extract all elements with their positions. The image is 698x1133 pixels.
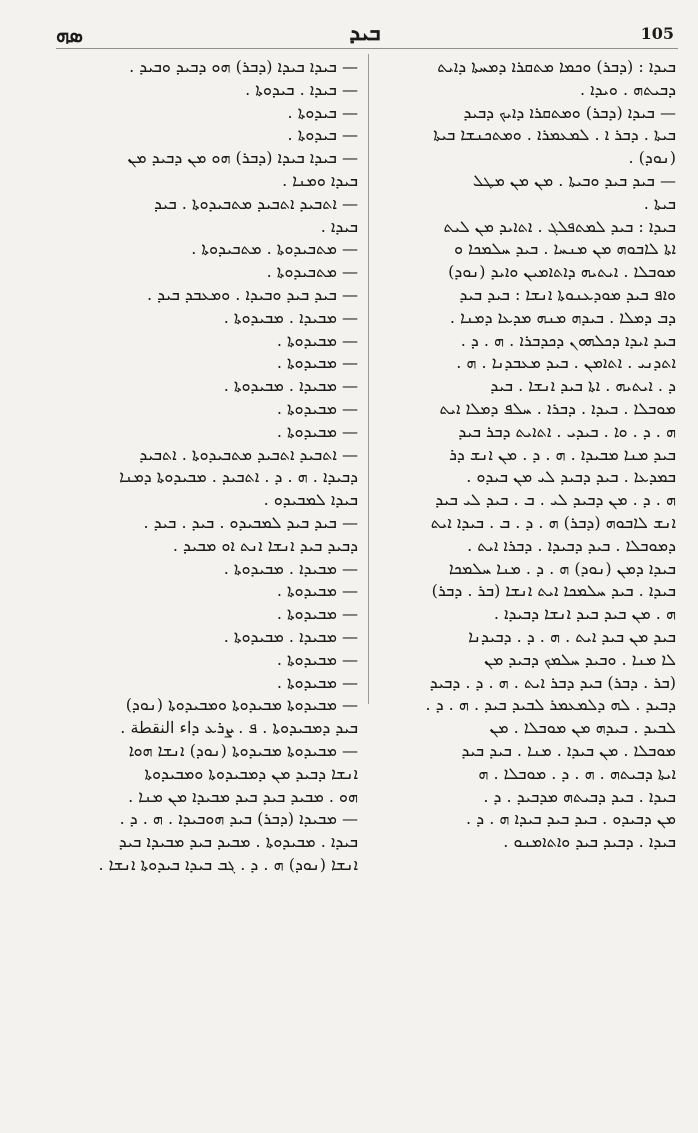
left-column-line: — ܒܝܕ ܒܝܕ ܘܒܝܕܐ . ܘܡܥܒܕ ܒܝܕ . [146,284,358,304]
right-column-line: ܡܢ ܕܒܝܕܘ . ܒܝܕ ܒܝܕ ܒܝܕܐ ܗ . ܕ . [466,809,676,829]
left-column-line: ܒܝܕܐ ܘܡܢܐ . [282,170,358,190]
left-column-line: ܒܝܕܐ ܠܡܒܝܕܘ . [263,490,358,510]
left-column-line: — ܒܝܕ ܒܝܕ ܠܡܒܝܕܘ . ܒܝܕ . ܒܝܕ . [143,512,358,532]
running-head: ܒܝܕ [349,20,381,46]
right-column-line: (ܒܪ . ܕܒܪ) ܒܝܕ ܕܒܪ ܐܝܬ . ܗ . ܕ . ܕܒܝܕ [429,672,676,692]
left-column-line: — ܡܒܝܕܘܬܐ . [276,604,358,624]
right-column-line: ܐܬܐ ܠܐܒܘܗ ܡܢ ܡܢܚܐ . ܒܝܕ ܚܠܡܟܐ ܘ [454,239,676,259]
left-column-line: — ܒܝܕܐ ܒܝܕܐ (ܕܒܪ) ܗܘ ܡܢ ܕܒܝܕ ܡܢ [127,148,358,168]
left-column-line: ܕܒܝܕܐ . ܗ . ܕ . ܐܬܒܝܕ . ܡܒܝܕܘܬܐ ܕܡܢܐ [119,467,358,487]
left-column-line: — ܡܒܝܕܘܬܐ . [276,581,358,601]
right-column-line: ܗ . ܡܢ ܒܝܕ ܒܝܕ ܐܢܫܐ ܕܒܝܕܐ . [493,604,676,624]
right-column-line: ܒܝܬܐ . [643,193,676,213]
left-column-line: ܐܢܫܐ (ܢܘܕ) ܗ . ܕ . ܓܒ ܒܝܕܐ ܒܝܕܘܬܐ ܐܢܫܐ . [98,854,358,874]
right-column-line: ܒܝܕܐ : ܒܝܕ ܠܡܬܦܠܓ . ܐܬܐܝܕ ܡܢ ܠܝܬ [443,216,676,236]
left-column-line: ܗܘ . ܡܒܝܕ ܒܝܕ ܒܝܕ ܡܒܝܕܐ ܡܢ ܡܢܐ . [128,786,358,806]
right-column-line: ܕܒܝܬܗ . ܘܝܕܐ . [580,79,676,99]
right-column-line: ܕ . ܐܝܬܝܗ . ܐܬܐ ܒܝܕ ܐܢܫܐ . ܒܝܕ [490,376,676,396]
left-column-line: — ܡܒܝܕܘܬܐ . [276,649,358,669]
left-column-line: ܒܝܕ ܕܡܒܝܕܘܬܐ . ܦ . ܨܪܥ ܕاء النقطة . [120,718,358,738]
page-header [56,18,674,50]
right-column-line: ܒܝܕ ܡܢ ܒܝܕ ܐܝܬ . ܗ . ܕ . ܕܒܝܕܢܐ [468,626,676,646]
right-column-line: — ܒܝܕ ܒܝܕ ܘܒܝܬܐ . ܡܢ ܡܢ ܡܛܠ [472,170,676,190]
left-column-line: — ܒܝܕܘܬܐ . [287,102,358,122]
right-column-line: ܡܘܒܠܐ . ܒܝܕܐ . ܕܒܪܐ . ܚܠܦ ܕܡܠܐ ܐܝܬ [439,398,676,418]
right-column-line: ܕܒ ܕܡܠܐ . ܒܝܕܗ ܡܢܗ ܡܕܥܐ ܕܡܢܐ . [449,307,676,327]
left-column [58,56,358,877]
right-column-line: ܒܝܕ ܡܢܐ ܡܒܝܕܐ . ܗ . ܕ . ܡܢ ܐܢܫ ܕܪ [449,444,676,464]
column-divider [368,54,369,704]
left-column-line: — ܡܬܒܝܕܘܬܐ . ܡܬܒܝܕܘܬܐ . [191,239,358,259]
left-column-line: — ܡܒܝܕܐ (ܕܒܪ) ܒܝܕ ܗܘܒܝܕܐ . ܗ . ܕ . [119,809,358,829]
right-column [378,56,676,854]
right-column-line: ܕܒܝܕ . ܠܗ ܕܠܡܥܡܪ ܠܒܝܕ ܒܝܕ . ܗ . ܕ . [425,695,676,715]
header-rule [56,48,678,49]
left-column-line: — ܡܒܝܕܐ . ܡܒܝܕܘܬܐ . [223,307,358,327]
left-column-line: — ܒܝܕܐ . ܒܝܕܘܬܐ . [245,79,358,99]
right-column-line: ܒܡܕܥܐ . ܒܝܕ ܕܒܝܕ ܠܝ ܡܢ ܒܝܕܘ . [466,467,676,487]
right-column-line: ܡܘܒܠܐ . ܐܝܬܝܗ ܕܐܬܐܡܝܢ ܘܐܝܕ (ܢܘܕ) [448,262,676,282]
right-column-line: ܒܝܕܐ . ܒܝܕ ܕܒܝܬܗ ܡܕܒܝܕ . ܕ . [483,786,676,806]
left-column-line: ܕܒܝܕ ܒܝܕ ܐܢܫܐ ܐܢܬ ܐܘ ܡܒܝܕ . [172,535,358,555]
left-column-line: — ܒܝܕܘܬܐ . [287,125,358,145]
right-column-line: ܘܐܦ ܒܝܕ ܡܘܕܥܢܘܬܐ ܐܢܫܐ : ܒܝܕ ܒܝܕ [459,284,676,304]
left-column-line: — ܡܬܒܝܕܘܬܐ . [266,262,358,282]
right-column-line: ܗ . ܕ . ܘܐ . ܒܝܕܝ . ܐܬܐܝܬ ܕܒܪ ܒܝܕ [458,421,676,441]
right-column-line: ܗ . ܕ . ܡܢ ܕܒܝܕ ܠܝ . ܒ . ܒܝܕ ܠܝ ܒܝܕ [435,490,676,510]
right-column-line: ܒܝܕܐ . ܒܝܕ ܚܠܡܟܐ ܐܝܬ ܐܢܫܐ (ܒܪ . ܕܒܪ) [431,581,676,601]
left-column-line: ܒܝܕܐ . [320,216,358,236]
right-column-line: (ܢܘܕ) . [628,148,676,168]
left-column-line: — ܡܒܝܕܘܬܐ . [276,421,358,441]
left-column-line: — ܡܒܝܕܘܬܐ ܡܒܝܕܘܬܐ ܘܡܒܝܕܘܬܐ (ܢܘܕ) [125,695,358,715]
right-column-line: ܒܝܕܐ . ܕܒܝܕ ܒܝܕ ܘܐܬܐܡܢܘ . [503,832,676,852]
left-column-line: — ܡܒܝܕܘܬܐ . [276,672,358,692]
page-number: 105 [640,24,674,43]
right-column-line: ܐܝܬܐ ܕܒܝܬܗ . ܗ . ܕ . ܡܘܒܠܐ . ܗ [478,763,676,783]
left-column-line: — ܐܬܒܝܕ ܐܬܒܝܕ ܡܬܒܝܕܘܬܐ . ܒܝܕ [154,193,358,213]
right-column-line: ܒܝܕ ܐܝܕܐ ܕܟܠܗܘܢ ܕܟܕܒܪܐ . ܗ . ܕ . [460,330,676,350]
left-column-line: ܐܢܫܐ ܕܒܝܕ ܡܢ ܕܡܒܝܕܘܬܐ ܘܡܒܝܕܘܬܐ [144,763,358,783]
right-column-line: ܒܝܬܐ . ܕܒܪ ܐ . ܠܡܥܡܪܐ . ܘܡܬܟܢܫܐ ܒܝܬܐ [433,125,676,145]
right-column-line: ܡܘܒܠܐ . ܡܢ ܒܝܕܐ . ܡܢܐ . ܒܝܕ ܒܝܕ [461,740,676,760]
left-column-line: — ܡܒܝܕܘܬܐ . [276,353,358,373]
left-column-line: — ܡܒܝܕܘܬܐ . [276,398,358,418]
right-column-line: ܒܝܕܐ ܕܡܢ (ܢܘܕ) ܗ . ܕ . ܡܢܐ ܚܠܡܟܐ [448,558,676,578]
left-column-line: — ܐܬܒܝܕ ܐܬܒܝܕ ܡܬܒܝܕܘܬܐ . ܐܬܒܝܕ [139,444,358,464]
left-column-line: ܒܝܕܐ . ܡܒܝܕܘܬܐ . ܡܒܝܕ ܒܝܕ ܡܒܝܕܐ ܒܝܕ [118,832,358,852]
right-column-line: ܐܢܫ ܠܐܒܘܗ (ܕܒܪ) ܗ . ܕ . ܒ . ܒܝܕܐ ܐܝܬ [430,512,676,532]
left-column-line: — ܡܒܝܕܐ . ܡܒܝܕܘܬܐ . [223,376,358,396]
page-left-mark: ܣܗ [56,22,83,47]
left-column-line: — ܡܒܝܕܘܬܐ . [276,330,358,350]
right-column-line: — ܒܝܕܐ (ܕܒܪ) ܘܡܬܩܪܐ ܕܐܝܟ ܕܒܝܕ [463,102,676,122]
right-column-line: ܐܬܕܢܝ . ܐܬܐܡܢ . ܒܝܕ ܡܥܒܕܢܐ . ܗ . [456,353,676,373]
left-column-line: — ܡܒܝܕܐ . ܡܒܝܕܘܬܐ . [223,558,358,578]
right-column-line: ܒܝܕܐ : (ܕܒܪ) ܘܟܡܐ ܡܬܩܪܐ ܕܡܚܬܐ ܕܐܝܬ [437,57,676,76]
right-column-line: ܕܡܘܒܠܐ . ܒܝܕ ܕܒܝܕܐ . ܕܒܪܐ ܐܝܬ . [467,535,676,555]
left-column-line: — ܒܝܕܐ ܒܝܕܐ (ܕܒܪ) ܗܘ ܕܒܝܕ ܘܒܝܕ . [129,57,358,76]
right-column-line: ܠܐ ܡܢܐ . ܘܒܝܕ ܚܠܡܟ ܕܒܝܕ ܡܢ [484,649,676,669]
left-column-line: — ܡܒܝܕܘܬܐ ܡܒܝܕܘܬܐ (ܢܘܕ) ܐܢܫܐ ܗܘܐ [128,740,358,760]
right-column-line: ܠܒܝܕ . ܒܝܕܗ ܡܢ ܡܘܒܠܐ . ܡܢ [489,718,676,738]
left-column-line: — ܡܒܝܕܐ . ܡܒܝܕܘܬܐ . [223,626,358,646]
